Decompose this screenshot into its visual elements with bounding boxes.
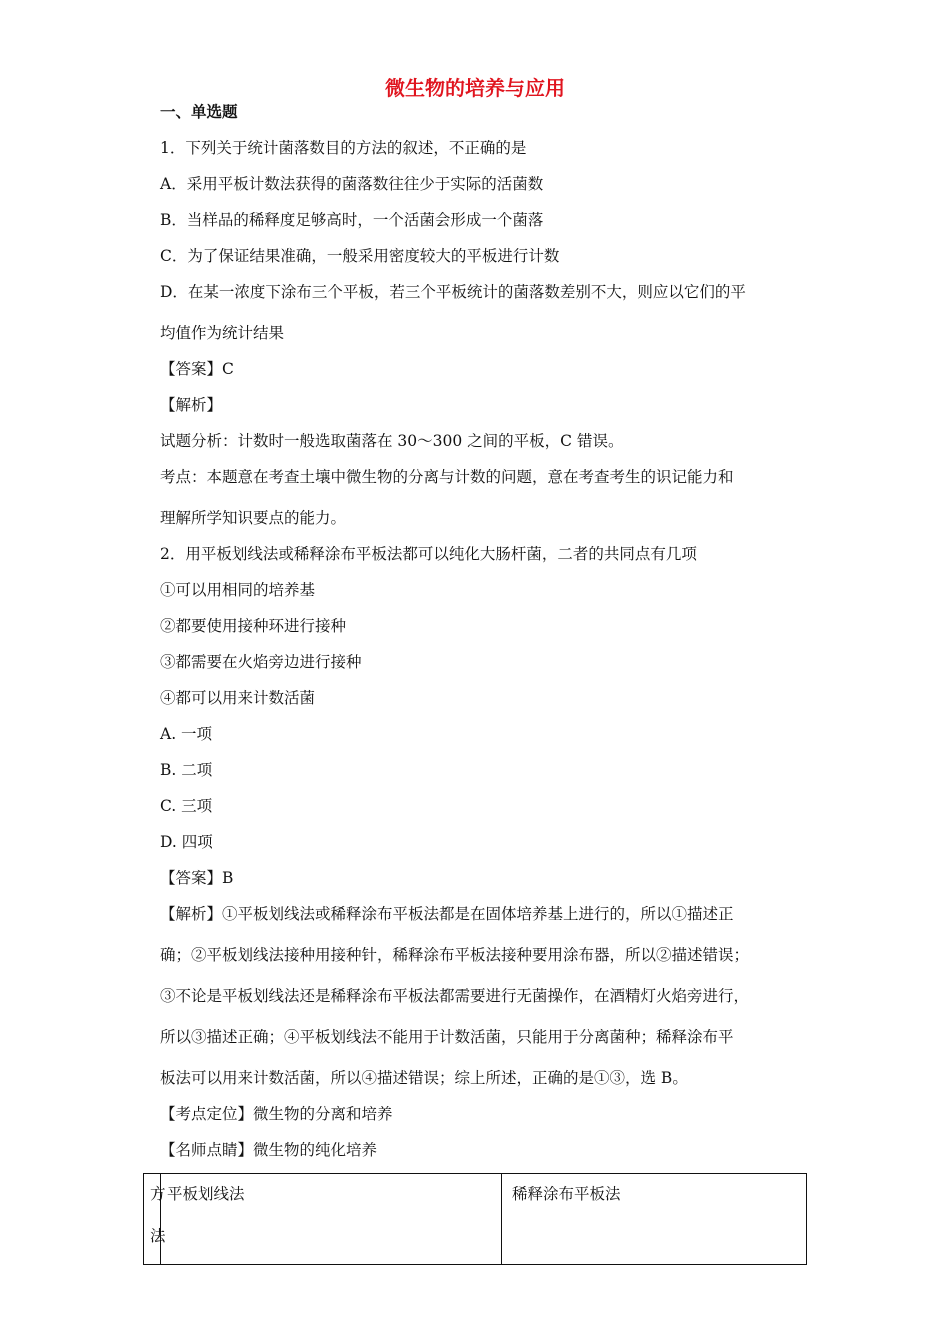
q2-statement-2: ②都要使用接种环进行接种: [160, 617, 347, 635]
q2-statement-4: ④都可以用来计数活菌: [160, 689, 316, 707]
col1-header: 平板划线法: [167, 1185, 245, 1203]
table-cell-col1: [161, 1174, 502, 1265]
q1-point-line2: 理解所学知识要点的能力。: [160, 509, 347, 527]
document-title: 微生物的培养与应用: [385, 76, 565, 100]
table-row: [144, 1174, 807, 1265]
q2-statement-3: ③都需要在火焰旁边进行接种: [160, 653, 362, 671]
q1-option-d-line1: D．在某一浓度下涂布三个平板，若三个平板统计的菌落数差别不大，则应以它们的平: [160, 283, 746, 301]
q2-option-b: B. 二项: [160, 761, 213, 779]
q2-analysis-line4: 所以③描述正确；④平板划线法不能用于计数活菌，只能用于分离菌种；稀释涂布平: [160, 1028, 734, 1046]
q1-option-b: B．当样品的稀释度足够高时，一个活菌会形成一个菌落: [160, 211, 544, 229]
row-header-cell: [144, 1174, 166, 1265]
row-header-bottom: 法: [150, 1227, 166, 1245]
q2-statement-1: ①可以用相同的培养基: [160, 581, 316, 599]
q2-stem: 2．用平板划线法或稀释涂布平板法都可以纯化大肠杆菌，二者的共同点有几项: [160, 545, 697, 563]
table-cell-col2: [502, 1174, 807, 1265]
q2-analysis-line3: ③不论是平板划线法还是稀释涂布平板法都需要进行无菌操作，在酒精灯火焰旁进行，: [160, 987, 750, 1005]
q2-analysis-line1: 【解析】①平板划线法或稀释涂布平板法都是在固体培养基上进行的，所以①描述正: [160, 905, 734, 923]
q2-answer: 【答案】B: [160, 869, 234, 887]
q2-exam-point: 【考点定位】微生物的分离和培养: [160, 1105, 393, 1123]
q1-answer: 【答案】C: [160, 360, 234, 378]
q2-option-a: A. 一项: [160, 725, 213, 743]
col2-header: 稀释涂布平板法: [512, 1185, 621, 1203]
q1-analysis-label: 【解析】: [160, 396, 223, 414]
q2-analysis-line2: 确；②平板划线法接种用接种针，稀释涂布平板法接种要用涂布器，所以②描述错误；: [160, 946, 750, 964]
q1-option-d-line2: 均值作为统计结果: [160, 324, 285, 342]
q1-stem: 1．下列关于统计菌落数目的方法的叙述，不正确的是: [160, 139, 527, 157]
row-header-top: 方: [150, 1185, 166, 1203]
q1-analysis: 试题分析：计数时一般选取菌落在 30～300 之间的平板，C 错误。: [160, 432, 624, 450]
q1-option-c: C．为了保证结果准确，一般采用密度较大的平板进行计数: [160, 247, 560, 265]
q2-option-d: D. 四项: [160, 833, 213, 851]
q2-analysis-line5: 板法可以用来计数活菌，所以④描述错误；综上所述，正确的是①③，选 B。: [160, 1069, 688, 1087]
q2-tip: 【名师点睛】微生物的纯化培养: [160, 1141, 378, 1159]
section-heading: 一、单选题: [160, 103, 238, 121]
q2-option-c: C. 三项: [160, 797, 213, 815]
comparison-table: [143, 1173, 807, 1265]
q1-option-a: A．采用平板计数法获得的菌落数往往少于实际的活菌数: [160, 175, 544, 193]
q1-point-line1: 考点：本题意在考查土壤中微生物的分离与计数的问题，意在考查考生的识记能力和: [160, 468, 734, 486]
